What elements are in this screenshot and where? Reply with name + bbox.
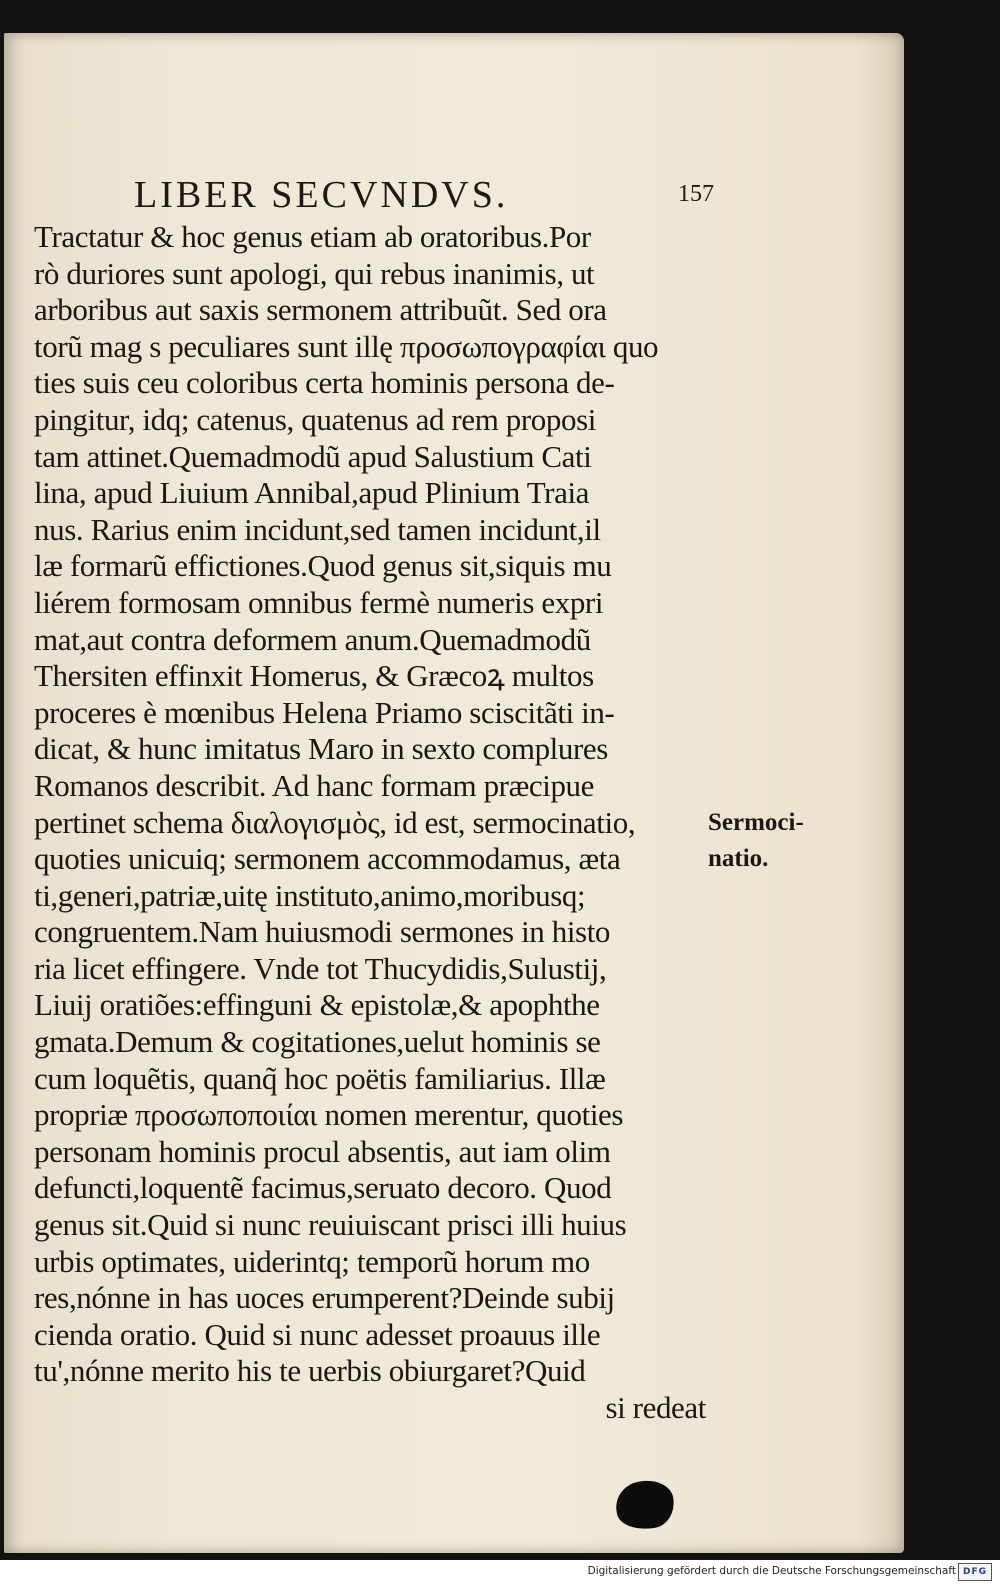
text-line: tam attinet.Quemadmodũ apud Salustium Cati — [34, 438, 592, 474]
text-line: ria licet effingere. Vnde tot Thucydidis,Sulustij, — [34, 950, 607, 986]
ink-blot — [613, 1477, 677, 1533]
text-line: congruentem.Nam huiusmodi sermones in histo — [34, 914, 611, 950]
text-line: pertinet schema διαλογισμὸς, id est, sermocinatio, — [34, 804, 636, 840]
text-line: nus. Rarius enim incidunt,sed tamen incidunt,il — [34, 511, 601, 547]
text-line: pingitur, idq; catenus, quatenus ad rem proposi — [34, 401, 596, 437]
text-line: gmata.Demum & cogitationes,uelut hominis se — [34, 1024, 601, 1060]
body-text — [34, 219, 714, 1427]
text-line: liérem formosam omnibus fermè numeris expri — [34, 584, 604, 620]
text-line: Liuij oratiões:effinguni & epistolæ,& apophthe — [34, 987, 600, 1023]
text-line: Thersiten effinxit Homerus, & Græcoꝝ multos — [34, 658, 594, 694]
text-line: tu',nónne merito his te uerbis obiurgaret?Quid — [34, 1353, 586, 1389]
text-line: rò duriores sunt apologi, qui rebus inanimis, ut — [34, 255, 595, 291]
marginal-note — [708, 805, 828, 877]
marginal-note-line: natio. — [708, 845, 769, 872]
text-line: læ formarũ effictiones.Quod genus sit,siquis mu — [34, 548, 612, 584]
text-line: torũ mag s peculiares sunt illę προσωπογραφίαι quo — [34, 328, 659, 364]
book-page — [4, 33, 904, 1553]
text-line: Tractatur & hoc genus etiam ab oratoribus.Por — [34, 219, 591, 254]
text-line: proceres è mœnibus Helena Priamo sciscitãti in- — [34, 694, 615, 730]
text-line: arboribus aut saxis sermonem attribuũt. Sed ora — [34, 292, 607, 328]
text-line: defuncti,loquentẽ facimus,seruato decoro. Quod — [34, 1170, 612, 1206]
text-line: quoties unicuiq; sermonem accommodamus, æta — [34, 841, 621, 877]
text-line: dicat, & hunc imitatus Maro in sexto complures — [34, 731, 608, 767]
text-line: personam hominis procul absentis, aut iam olim — [34, 1133, 611, 1169]
digitization-credit: Digitalisierung gefördert durch die Deutsche Forschungsgemeinschaft — [587, 1565, 956, 1577]
text-line: Romanos describit. Ad hanc formam præcipue — [34, 767, 595, 803]
text-line: propriæ προσωποποιίαι nomen merentur, quoties — [34, 1097, 624, 1133]
marginal-note-line: Sermoci- — [708, 809, 804, 836]
text-line: ti,generi,patriæ,uitę instituto,animo,moribusq; — [34, 877, 586, 913]
running-head: LIBER SECVNDVS. — [134, 174, 509, 216]
page-header — [134, 173, 714, 215]
page-number: 157 — [678, 181, 714, 207]
text-line: genus sit.Quid si nunc reuiuiscant prisci illi huius — [34, 1207, 627, 1243]
dfg-logo: DFG — [958, 1563, 992, 1581]
text-line: res,nónne in has uoces erumperent?Deinde subij — [34, 1280, 615, 1316]
text-line: lina, apud Liuium Annibal,apud Plinium Traia — [34, 475, 590, 511]
text-line: mat,aut contra deformem anum.Quemadmodũ — [34, 621, 591, 657]
text-line: cienda oratio. Quid si nunc adesset proauus ille — [34, 1316, 601, 1352]
catchword: si redeat — [605, 1390, 706, 1425]
text-line: cum loquẽtis, quanq̃ hoc poëtis familiarius. Illæ — [34, 1060, 606, 1096]
text-line: ties suis ceu coloribus certa hominis persona de- — [34, 365, 615, 401]
text-line: urbis optimates, uiderintq; temporũ horum mo — [34, 1243, 590, 1279]
